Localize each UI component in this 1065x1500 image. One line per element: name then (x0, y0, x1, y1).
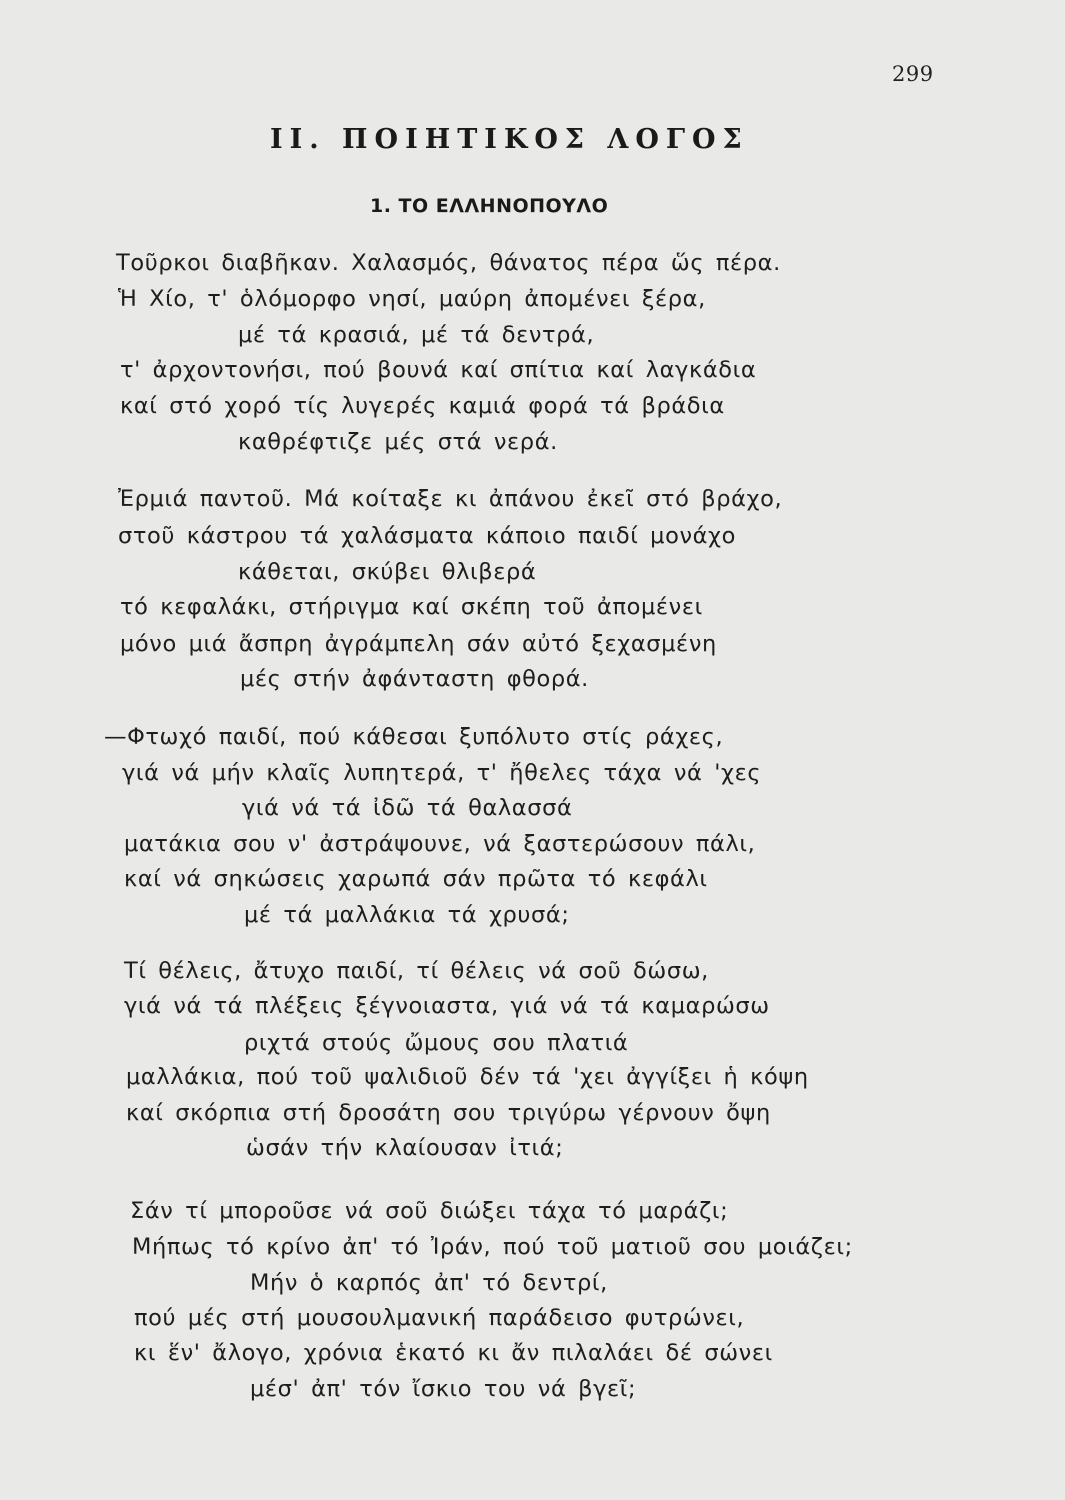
poem-line: ριχτά στούς ὤμους σου πλατιά (244, 1030, 629, 1056)
poem-line: γιά νά τά ἰδῶ τά θαλασσά (242, 795, 573, 821)
poem-line: καί νά σηκώσεις χαρωπά σάν πρῶτα τό κεφάλι (124, 866, 708, 892)
poem-line: καθρέφτιζε μές στά νερά. (238, 429, 558, 455)
poem-line: στοῦ κάστρου τά χαλάσματα κάποιο παιδί μονάχο (118, 523, 737, 549)
poem-line: κι ἕν' ἄλογο, χρόνια ἑκατό κι ἄν πιλαλάει δέ σώνει (134, 1340, 773, 1366)
poem-line: γιά νά τά πλέξεις ξέγνοιαστα, γιά νά τά καμαρώσω (124, 993, 770, 1019)
poem-line: μόνο μιά ἄσπρη ἀγράμπελη σάν αὐτό ξεχασμένη (120, 631, 717, 657)
section-title: II. ΠΟΙΗΤΙΚΟΣ ΛΟΓΟΣ (270, 124, 749, 155)
poem-line: κάθεται, σκύβει θλιβερά (238, 559, 537, 585)
poem-line: μέσ' ἀπ' τόν ἴσκιο του νά βγεῖ; (250, 1376, 637, 1402)
poem-line: ματάκια σου ν' ἀστράψουνε, νά ξαστερώσουν πάλι, (124, 831, 756, 857)
poem-line: Μήν ὁ καρπός ἀπ' τό δεντρί, (250, 1270, 608, 1296)
poem-line: Μήπως τό κρίνο ἀπ' τό Ἰράν, πού τοῦ ματιοῦ σου μοιάζει; (132, 1234, 853, 1260)
poem-line: γιά νά μήν κλαῖς λυπητερά, τ' ἤθελες τάχα νά 'χες (122, 760, 762, 786)
poem-line: μέ τά μαλλάκια τά χρυσά; (244, 902, 570, 928)
poem-line: Σάν τί μποροῦσε νά σοῦ διώξει τάχα τό μαράζι; (130, 1198, 729, 1224)
poem-line: τό κεφαλάκι, στήριγμα καί σκέπη τοῦ ἀπομένει (120, 594, 703, 620)
poem-line: Ἐρμιά παντοῦ. Μά κοίταξε κι ἀπάνου ἐκεῖ στό βράχο, (118, 486, 783, 512)
poem-line: Τοῦρκοι διαβῆκαν. Χαλασμός, θάνατος πέρα ὥς πέρα. (116, 250, 781, 276)
poem-line: ὡσάν τήν κλαίουσαν ἰτιά; (246, 1135, 564, 1161)
poem-line: τ' ἀρχοντονήσι, πού βουνά καί σπίτια καί λαγκάδια (120, 357, 757, 383)
poem-title: 1. ΤΟ ΕΛΛΗΝΟΠΟΥΛΟ (370, 195, 609, 217)
poem-line: μέ τά κρασιά, μέ τά δεντρά, (238, 322, 595, 348)
poem-line: μαλλάκια, πού τοῦ ψαλιδιοῦ δέν τά 'χει ἀγγίξει ἡ κόψη (126, 1064, 809, 1090)
poem-line: καί σκόρπια στή δροσάτη σου τριγύρω γέρνουν ὄψη (126, 1100, 771, 1126)
poem-line: Τί θέλεις, ἄτυχο παιδί, τί θέλεις νά σοῦ δώσω, (124, 958, 709, 984)
poem-line: μές στήν ἀφάνταστη φθορά. (240, 666, 589, 692)
poem-line: —Φτωχό παιδί, πού κάθεσαι ξυπόλυτο στίς ράχες, (104, 724, 724, 750)
poem-line: καί στό χορό τίς λυγερές καμιά φορά τά βράδια (120, 393, 725, 419)
page-number: 299 (892, 62, 934, 86)
poem-line: Ἡ Χίο, τ' ὁλόμορφο νησί, μαύρη ἀπομένει ξέρα, (118, 286, 706, 312)
poem-line: πού μές στή μουσουλμανική παράδεισο φυτρώνει, (134, 1305, 745, 1331)
